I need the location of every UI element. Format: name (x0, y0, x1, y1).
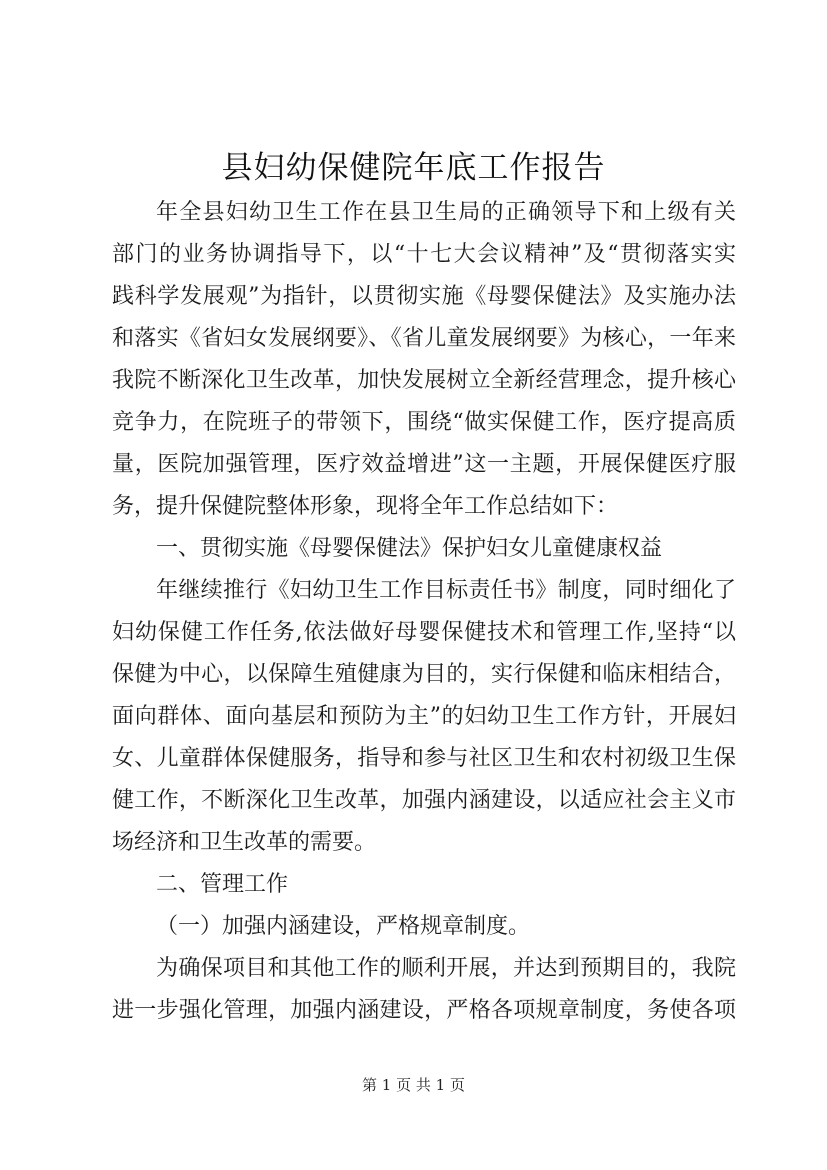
paragraph-line: 妇幼保健工作任务,依法做好母婴保健技术和管理工作,坚持“以 (112, 620, 736, 645)
section-heading: 一、贯彻实施《母婴保健法》保护妇女儿童健康权益 (156, 536, 663, 561)
paragraph-line: 务，提升保健院整体形象，现将全年工作总结如下： (112, 494, 619, 519)
paragraph-line: 女、儿童群体保健服务，指导和参与社区卫生和农村初级卫生保 (112, 746, 736, 771)
paragraph-line: 竞争力，在院班子的带领下，围绕“做实保健工作，医疗提高质 (112, 410, 736, 435)
paragraph-line: 部门的业务协调指导下，以“十七大会议精神”及“贯彻落实实 (112, 242, 736, 267)
paragraph-line: 年全县妇幼卫生工作在县卫生局的正确领导下和上级有关 (156, 200, 736, 225)
paragraph-line: 保健为中心，以保障生殖健康为目的，实行保健和临床相结合， (112, 662, 736, 687)
paragraph-line: 健工作，不断深化卫生改革，加强内涵建设，以适应社会主义市 (112, 788, 736, 813)
page-footer: 第 1 页 共 1 页 (362, 1076, 465, 1094)
paragraph-line: 年继续推行《妇幼卫生工作目标责任书》制度，同时细化了 (156, 578, 736, 603)
paragraph-line: 我院不断深化卫生改革，加快发展树立全新经营理念，提升核心 (112, 368, 736, 393)
paragraph-line: 践科学发展观”为指针，以贯彻实施《母婴保健法》及实施办法 (112, 284, 736, 309)
document-title: 县妇幼保健院年底工作报告 (221, 150, 606, 186)
paragraph-line: 量，医院加强管理，医疗效益增进”这一主题，开展保健医疗服 (112, 452, 736, 477)
subsection-heading: （一）加强内涵建设，严格规章制度。 (156, 914, 531, 939)
paragraph-line: 和落实《省妇女发展纲要》、《省儿童发展纲要》为核心，一年来 (112, 326, 736, 351)
paragraph-line: 场经济和卫生改革的需要。 (112, 830, 377, 855)
paragraph-line: 进一步强化管理，加强内涵建设，严格各项规章制度，务使各项 (112, 998, 736, 1023)
section-heading: 二、管理工作 (156, 872, 289, 897)
paragraph-line: 为确保项目和其他工作的顺利开展，并达到预期目的，我院 (156, 956, 736, 981)
paragraph-line: 面向群体、面向基层和预防为主”的妇幼卫生工作方针，开展妇 (112, 704, 736, 729)
